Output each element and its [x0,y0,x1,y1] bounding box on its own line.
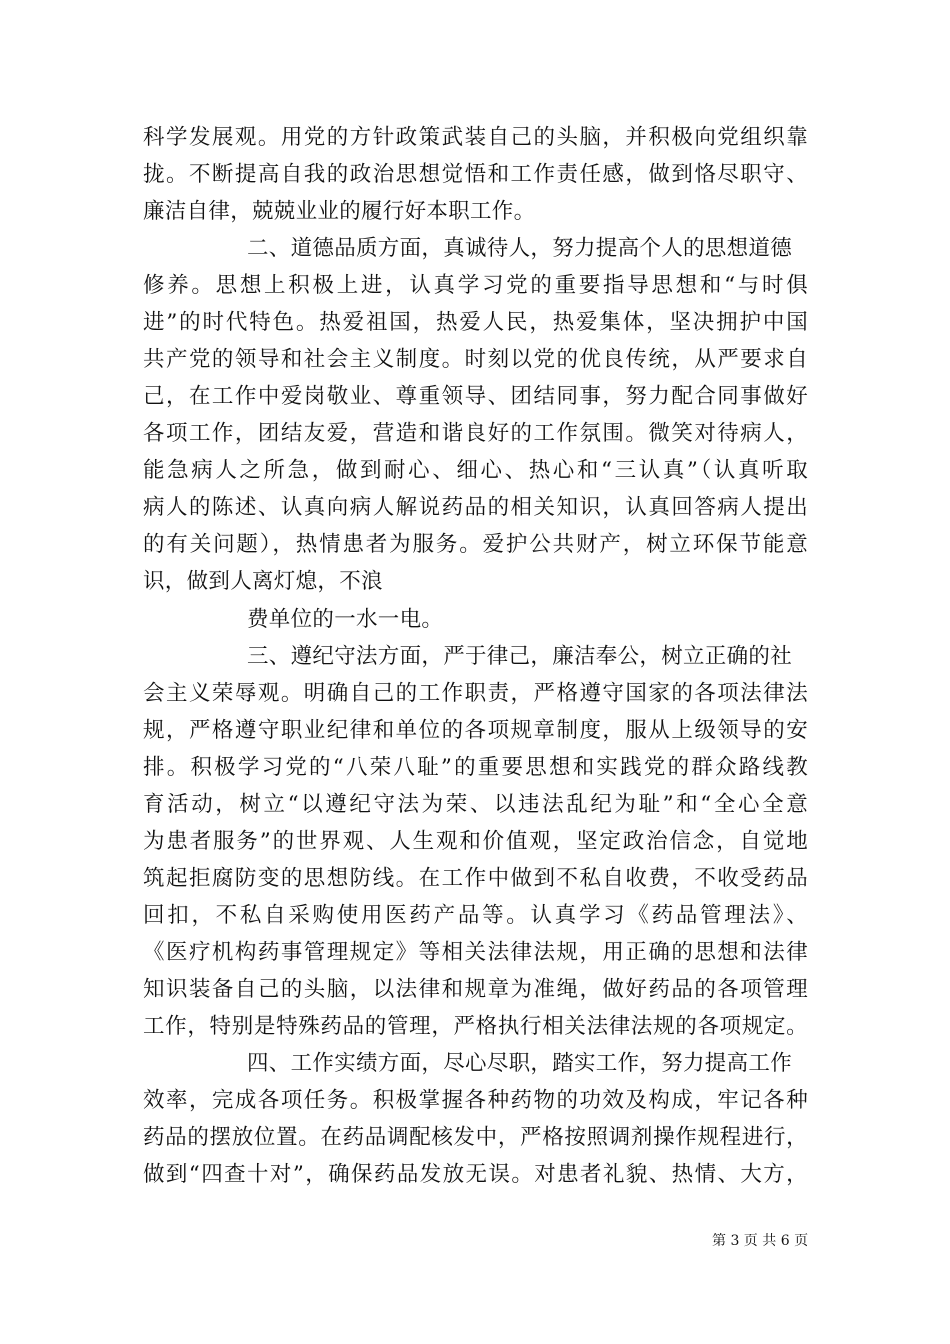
text-line: 修养。思想上积极上进，认真学习党的重要指导思想和“与时俱 [143,273,808,298]
page-number: 第 3 页 共 6 页 [712,1233,809,1249]
paragraph-heading-line: 四、工作实绩方面，尽心尽职，踏实工作，努力提高工作 [247,1051,793,1076]
text-line: 育活动，树立“以遵纪守法为荣、以违法乱纪为耻”和“全心全意 [143,792,808,817]
text-line: 的有关问题），热情患者为服务。爱护公共财产，树立环保节能意 [143,532,808,557]
text-line: 进”的时代特色。热爱祖国，热爱人民，热爱集体，坚决拥护中国 [143,310,808,335]
text-line: 识，做到人离灯熄，不浪 [143,569,383,594]
text-line: 为患者服务”的世界观、人生观和价值观，坚定政治信念，自觉地 [143,829,808,854]
text-line: 做到“四查十对”，确保药品发放无误。对患者礼貌、热情、大方， [143,1162,808,1187]
text-line: 己，在工作中爱岗敬业、尊重领导、团结同事，努力配合同事做好 [143,384,808,409]
text-line: 会主义荣辱观。明确自己的工作职责，严格遵守国家的各项法律法 [143,681,808,706]
text-line: 《医疗机构药事管理规定》等相关法律法规，用正确的思想和法律 [143,940,808,965]
text-line: 共产党的领导和社会主义制度。时刻以党的优良传统，从严要求自 [143,347,808,372]
paragraph-heading-line: 三、遵纪守法方面，严于律己，廉洁奉公，树立正确的社 [247,644,793,669]
paragraph-heading-line: 二、道德品质方面，真诚待人，努力提高个人的思想道德 [247,236,793,261]
text-line: 规，严格遵守职业纪律和单位的各项规章制度，服从上级领导的安 [143,718,808,743]
text-line: 排。积极学习党的“八荣八耻”的重要思想和实践党的群众路线教 [143,755,808,780]
text-line: 科学发展观。用党的方针政策武装自己的头脑，并积极向党组织靠 [143,125,808,150]
text-line: 筑起拒腐防变的思想防线。在工作中做到不私自收费，不收受药品 [143,866,808,891]
text-line: 工作，特别是特殊药品的管理，严格执行相关法律法规的各项规定。 [143,1014,808,1039]
text-line: 各项工作，团结友爱，营造和谐良好的工作氛围。微笑对待病人， [143,421,808,446]
text-line: 能急病人之所急，做到耐心、细心、热心和“三认真”（认真听取 [143,458,808,483]
text-line: 回扣，不私自采购使用医药产品等。认真学习《药品管理法》、 [143,903,808,928]
text-line: 效率，完成各项任务。积极掌握各种药物的功效及构成，牢记各种 [143,1088,808,1113]
text-line: 知识装备自己的头脑，以法律和规章为准绳，做好药品的各项管理 [143,977,808,1002]
text-line: 费单位的一水一电。 [247,607,444,632]
text-line: 病人的陈述、认真向病人解说药品的相关知识，认真回答病人提出 [143,495,808,520]
text-line: 拢。不断提高自我的政治思想觉悟和工作责任感，做到恪尽职守、 [143,162,808,187]
text-line: 药品的摆放位置。在药品调配核发中，严格按照调剂操作规程进行， [143,1125,808,1150]
text-line: 廉洁自律，兢兢业业的履行好本职工作。 [143,199,536,224]
